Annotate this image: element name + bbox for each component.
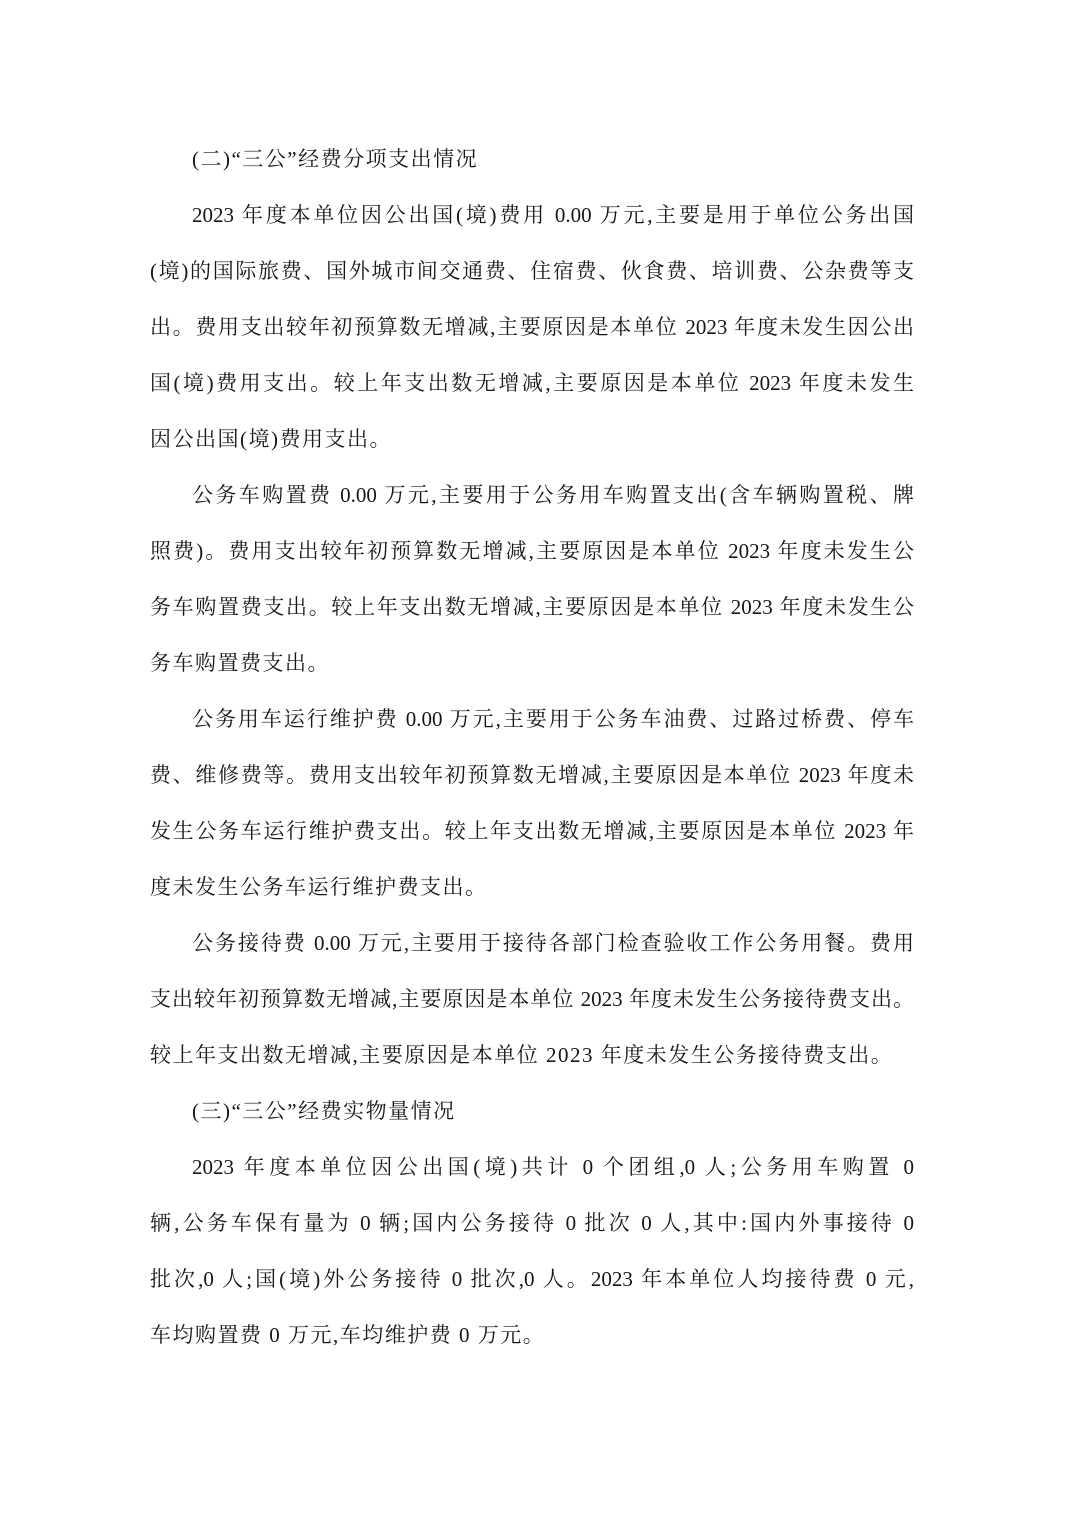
paragraph-vehicle-purchase-expense — [150, 467, 914, 691]
text-line: 务车购置费支出。较上年支出数无增减,主要原因是本单位 2023 年度未发生公 — [150, 595, 914, 619]
text-line: 辆,公务车保有量为 0 辆;国内公务接待 0 批次 0 人,其中:国内外事接待 0 — [150, 1211, 914, 1235]
text-line: 出。费用支出较年初预算数无增减,主要原因是本单位 2023 年度未发生因公出 — [150, 315, 914, 339]
paragraph-vehicle-maintenance-expense — [150, 691, 914, 915]
text-line: 发生公务车运行维护费支出。较上年支出数无增减,主要原因是本单位 2023 年 — [150, 819, 914, 843]
text-line: 2023 年度本单位因公出国(境)费用 0.00 万元,主要是用于单位公务出国 — [192, 203, 914, 227]
paragraph-physical-quantity — [150, 1139, 914, 1363]
text-line: 较上年支出数无增减,主要原因是本单位 2023 年度未发生公务接待费支出。 — [150, 1043, 894, 1067]
text-line: 国(境)费用支出。较上年支出数无增减,主要原因是本单位 2023 年度未发生 — [150, 371, 914, 395]
text-line: 公务用车运行维护费 0.00 万元,主要用于公务车油费、过路过桥费、停车 — [192, 707, 914, 731]
paragraph-official-reception-expense — [150, 915, 914, 1083]
paragraph-abroad-expense — [150, 187, 914, 467]
text-line: (境)的国际旅费、国外城市间交通费、住宿费、伙食费、培训费、公杂费等支 — [150, 259, 914, 283]
text-line: 费、维修费等。费用支出较年初预算数无增减,主要原因是本单位 2023 年度未 — [150, 763, 914, 787]
text-line: 批次,0 人;国(境)外公务接待 0 批次,0 人。2023 年本单位人均接待费 0 元, — [150, 1267, 914, 1291]
text-line: 公务车购置费 0.00 万元,主要用于公务用车购置支出(含车辆购置税、牌 — [192, 483, 914, 507]
text-line: 公务接待费 0.00 万元,主要用于接待各部门检查验收工作公务用餐。费用 — [192, 931, 914, 955]
heading-sangong-physical-quantity: (三)“三公”经费实物量情况 — [192, 1099, 456, 1123]
document-body — [150, 131, 914, 1363]
text-line: 照费)。费用支出较年初预算数无增减,主要原因是本单位 2023 年度未发生公 — [150, 539, 914, 563]
heading-sangong-itemized-expense: (二)“三公”经费分项支出情况 — [192, 147, 479, 171]
text-line: 务车购置费支出。 — [150, 651, 330, 675]
text-line: 车均购置费 0 万元,车均维护费 0 万元。 — [150, 1323, 546, 1347]
text-line: 支出较年初预算数无增减,主要原因是本单位 2023 年度未发生公务接待费支出。 — [150, 987, 914, 1011]
text-line: 度未发生公务车运行维护费支出。 — [150, 875, 488, 899]
text-line: 2023 年度本单位因公出国(境)共计 0 个团组,0 人;公务用车购置 0 — [192, 1155, 914, 1179]
text-line: 因公出国(境)费用支出。 — [150, 427, 392, 451]
